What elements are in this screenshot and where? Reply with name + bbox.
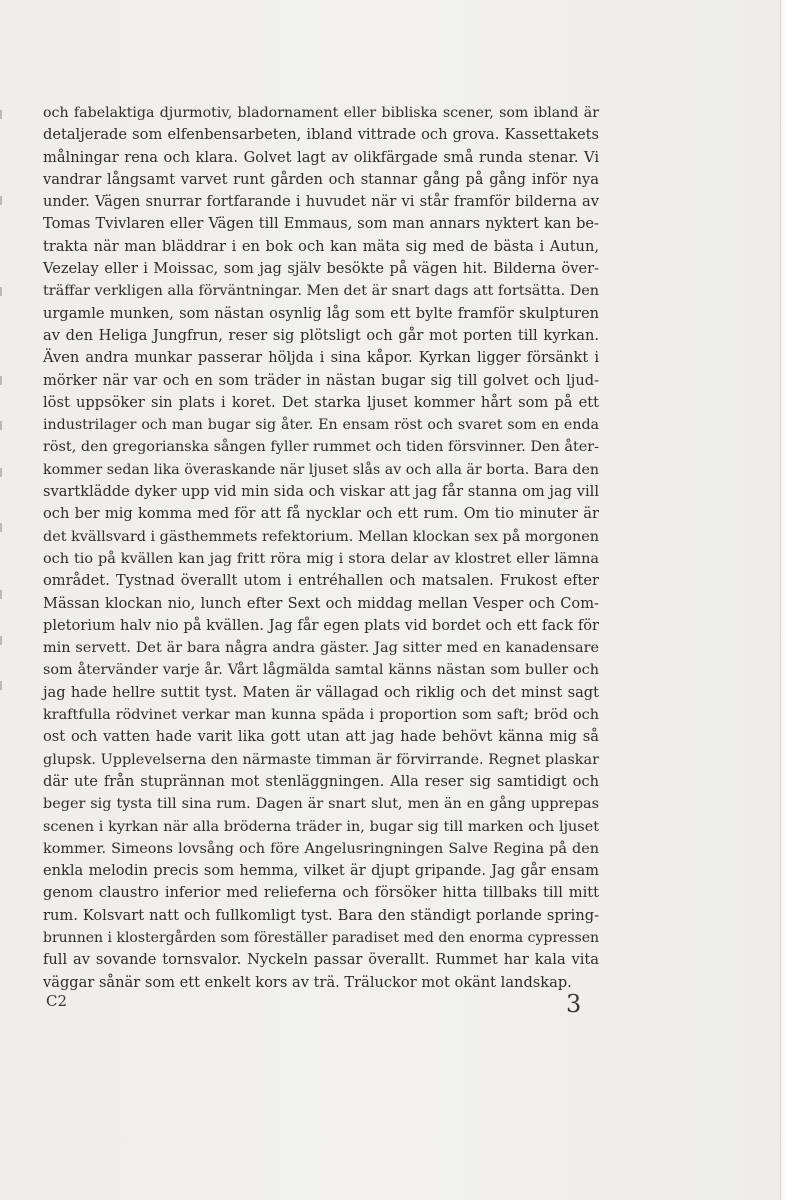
text-line: där ute från stuprännan mot stenläggningen. Alla reser sig samtidigt och (43, 772, 599, 790)
gutter-mark (0, 376, 2, 385)
text-line: området. Tystnad överallt utom i entréhallen och matsalen. Frukost efter (43, 572, 599, 590)
gutter-mark (0, 110, 2, 119)
text-line: Vezelay eller i Moissac, som jag själv besökte på vägen hit. Bilderna över- (43, 260, 599, 278)
text-line: genom claustro inferior med relieferna och försöker hitta tillbaks till mitt (43, 884, 599, 902)
text-line: väggar sånär som ett enkelt kors av trä. Träluckor mot okänt landskap. (43, 973, 572, 991)
text-line: under. Vägen snurrar fortfarande i huvudet när vi står framför bilderna av (43, 193, 599, 211)
text-line: kommer. Simeons lovsång och före Angelusringningen Salve Regina på den (43, 840, 599, 857)
text-line: urgamle munken, som nästan osynlig låg som ett bylte framför skulpturen (43, 304, 599, 322)
text-line: löst uppsöker sin plats i koret. Det starka ljuset kommer hårt som på ett (43, 393, 599, 411)
gutter-mark (0, 421, 2, 430)
text-line: glupsk. Upplevelserna den närmaste timman är förvirrande. Regnet plaskar (43, 751, 599, 768)
gutter-mark (0, 636, 2, 645)
text-line: detaljerade som elfenbensarbeten, ibland vittrade och grova. Kassettakets (43, 126, 599, 144)
text-line: Mässan klockan nio, lunch efter Sext och middag mellan Vesper och Com- (43, 594, 599, 612)
text-line: beger sig tysta till sina rum. Dagen är snart slut, men än en gång upprepas (43, 796, 599, 813)
text-line: rum. Kolsvart natt och fullkomligt tyst. Bara den ständigt porlande spring- (43, 906, 599, 924)
gutter-mark (0, 681, 2, 690)
text-line: röst, den gregorianska sången fyller rummet och tiden försvinner. Den åter- (43, 439, 599, 456)
gutter-mark (0, 287, 2, 296)
text-line: av den Heliga Jungfrun, reser sig plötsligt och går mot porten till kyrkan. (43, 326, 599, 344)
gutter-mark (0, 523, 2, 532)
text-line: det kvällsvard i gästhemmets refektorium. Mellan klockan sex på morgonen (43, 528, 600, 545)
text-line: svartklädde dyker upp vid min sida och viskar att jag får stanna om jag vill (43, 483, 599, 501)
text-line: pletorium halv nio på kvällen. Jag får egen plats vid bordet och ett fack för (43, 616, 599, 634)
page-number: 3 (566, 990, 582, 1018)
text-line: trakta när man bläddrar i en bok och kan mäta sig med de bästa i Autun, (43, 237, 599, 255)
text-line: och ber mig komma med för att få nycklar och ett rum. Om tio minuter är (43, 505, 599, 523)
text-line: Även andra munkar passerar höljda i sina kåpor. Kyrkan ligger försänkt i (43, 349, 599, 367)
gutter-mark (0, 590, 2, 599)
text-line: kommer sedan lika överaskande när ljuset slås av och alla är borta. Bara den (43, 461, 600, 478)
page-edge (780, 0, 788, 1200)
text-line: träffar verkligen alla förväntningar. Men det är snart dags att fortsätta. Den (43, 283, 600, 300)
text-line: min servett. Det är bara några andra gäster. Jag sitter med en kanadensare (43, 640, 599, 657)
text-line: jag hade hellre suttit tyst. Maten är vällagad och riklig och det minst sagt (43, 683, 599, 701)
text-line: scenen i kyrkan när alla bröderna träder in, bugar sig till marken och ljuset (43, 818, 599, 835)
body-text (43, 102, 599, 994)
text-line: ost och vatten hade varit lika gott utan att jag hade behövt känna mig så (43, 728, 599, 746)
text-line: vandrar långsamt varvet runt gården och stannar gång på gång inför nya (43, 170, 599, 188)
text-line: kraftfulla rödvinet verkar man kunna späda i proportion som saft; bröd och (43, 707, 599, 724)
gutter-mark (0, 468, 2, 477)
text-line: enkla melodin precis som hemma, vilket är djupt gripande. Jag går ensam (43, 862, 599, 880)
text-line: målningar rena och klara. Golvet lagt av olikfärgade små runda stenar. Vi (43, 148, 599, 166)
text-line: och tio på kvällen kan jag fritt röra mig i stora delar av klostret eller lämna (43, 550, 599, 567)
text-line: och fabelaktiga djurmotiv, bladornament eller bibliska scener, som ibland är (43, 105, 599, 121)
text-line: industrilager och man bugar sig åter. En ensam röst och svaret som en enda (43, 417, 599, 434)
gutter-mark (0, 196, 2, 205)
text-line: brunnen i klostergården som föreställer paradiset med den enorma cypressen (43, 929, 599, 946)
text-line: mörker när var och en som träder in nästan bugar sig till golvet och ljud- (43, 371, 599, 389)
text-line: full av sovande tornsvalor. Nyckeln passar överallt. Rummet har kala vita (43, 951, 599, 969)
signature-mark: C2 (46, 992, 68, 1010)
text-line: som återvänder varje år. Vårt lågmälda samtal känns nästan som buller och (43, 662, 599, 679)
text-line: Tomas Tvivlaren eller Vägen till Emmaus, som man annars nyktert kan be- (43, 215, 599, 233)
